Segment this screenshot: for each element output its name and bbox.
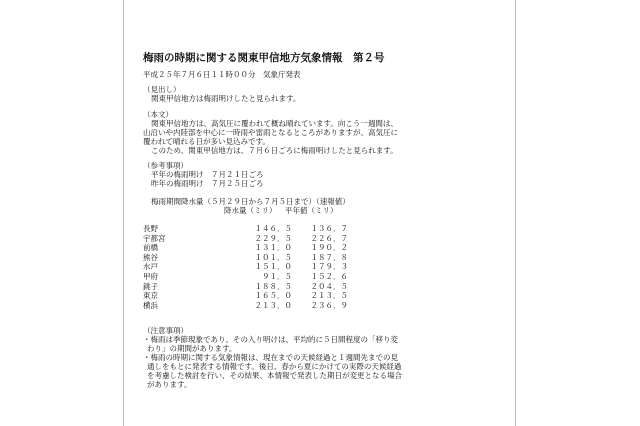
city-name: 甲府 [143,271,158,281]
normal-value: １８７．８ [310,252,348,262]
normal-value: １９０．２ [310,243,348,253]
body-line: 関東甲信地方は、高気圧に覆われて概ね晴れています。向こう一週間は、 [151,119,398,128]
column-header-normal: 平年値（ミリ） [285,206,338,215]
rainfall-value: １４６．５ [254,224,292,233]
headline-text: 関東甲信地方は梅雨明けしたと見られます。 [151,94,301,103]
body-line: このため、関東甲信地方は、７月６日ごろに梅雨明けしたと見られます。 [151,146,398,155]
notes-label: （注意事項） [143,326,188,335]
rainfall-value: １０１．５ [254,252,292,262]
notes-line: わり」の期間があります。 [147,344,237,353]
notes-line: を考慮した検討を行い、その結果、本情報で発表した期日が変更となる場合 [147,371,402,380]
normal-value: １５２．６ [310,271,348,281]
notes-line: があります。 [147,380,192,389]
normal-value: ２３６．９ [310,300,348,310]
rainfall-heading: 梅雨期間降水量（５月２９日から７月５日まで）（速報値） [151,197,350,206]
city-name: 熊谷 [143,252,158,262]
rainfall-value: １６５．０ [254,291,292,301]
document-title: 梅雨の時期に関する関東甲信地方気象情報 第２号 [143,52,385,64]
body-label: （本文） [143,110,173,119]
city-name: 東京 [143,291,158,301]
city-name: 長野 [143,224,158,233]
city-name: 宇都宮 [143,233,166,243]
normal-value: １７９．３ [310,262,348,272]
rainfall-value: １３１．０ [254,243,292,253]
rainfall-value: ２１３．０ [254,300,292,310]
normal-year-rainy-end: 平年の梅雨明け ７月２１日ごろ [151,170,264,179]
notes-line: 通しをもとに発表する情報です。後日、春から夏にかけての実際の天候経過 [147,362,402,371]
body-line: 山沿いや内陸部を中心に一時雨や雷雨となるところがありますが、高気圧に [143,128,398,137]
column-header-rainfall: 降水量（ミリ） [224,206,277,215]
notes-line: ・梅雨は季節現象であり、その入り明けは、平均的に５日間程度の「移り変 [143,335,398,344]
city-name: 銚子 [143,281,158,291]
rainfall-value: ２２９．５ [254,233,292,243]
normal-value: ２２６．７ [310,233,348,243]
rainfall-value: １５１．０ [254,262,292,272]
issue-date: 平成２５年７月６日１１時００分 気象庁発表 [143,70,301,79]
last-year-rainy-end: 昨年の梅雨明け ７月２５日ごろ [151,179,264,188]
normal-value: １３６．７ [310,224,348,233]
rainfall-value: １８８．５ [254,281,292,291]
normal-value: ２１３．５ [310,291,348,301]
city-name: 前橋 [143,243,158,253]
reference-label: （参考事項） [143,161,188,170]
city-name: 横浜 [143,300,158,310]
notes-line: ・梅雨の時期に関する気象情報は、現在までの天候経過と１週間先までの見 [143,353,398,362]
rainfall-value: ９１．５ [262,271,292,281]
city-name: 水戸 [143,262,158,272]
normal-value: ２０４．５ [310,281,348,291]
headline-label: （見出し） [143,85,181,94]
body-line: 覆われて晴れる日が多い見込みです。 [143,137,270,146]
